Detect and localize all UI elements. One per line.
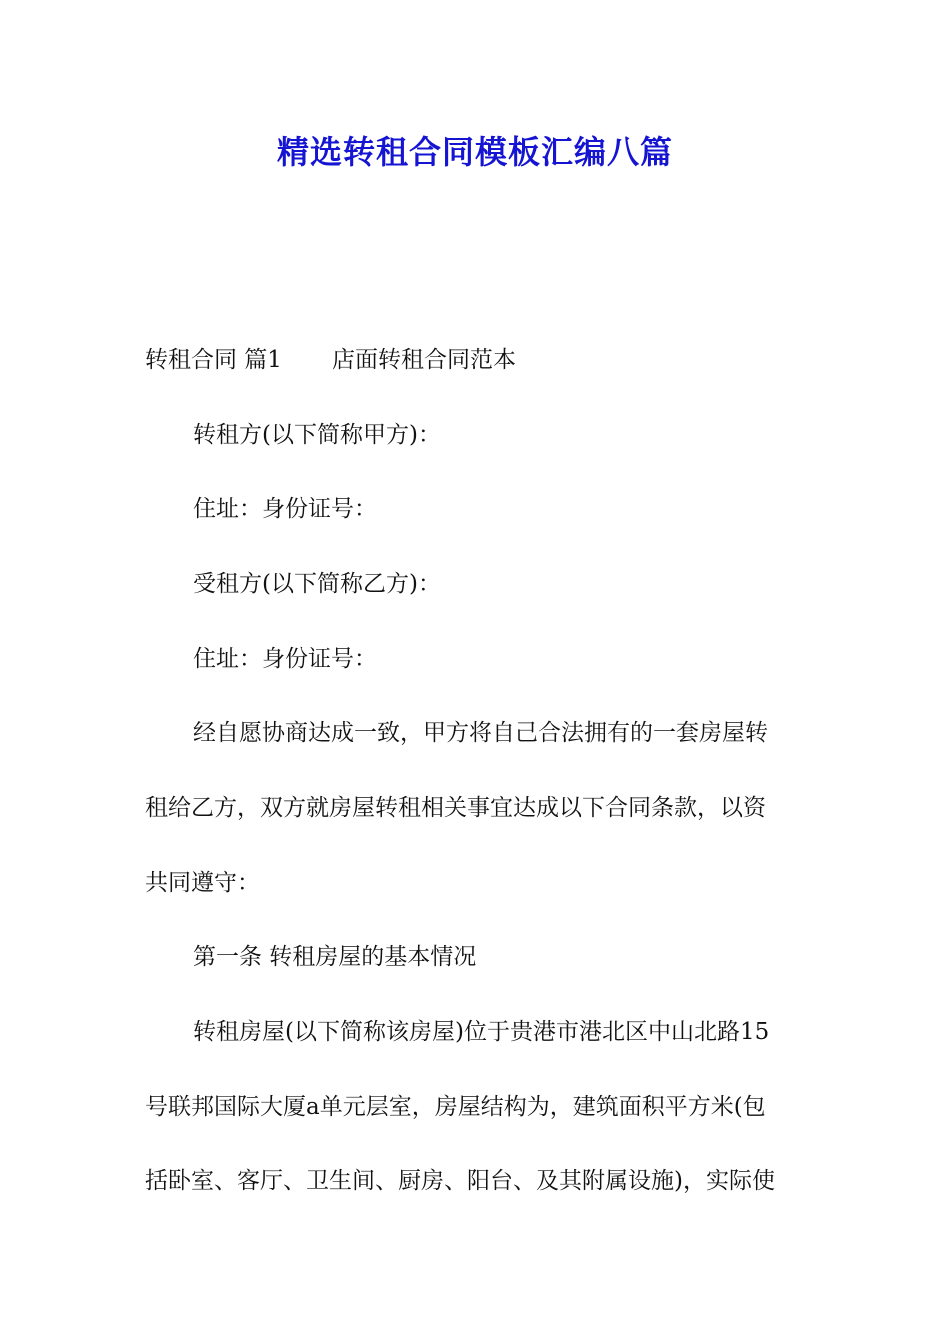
- paragraph-line: 括卧室、客厅、卫生间、厨房、阳台、及其附属设施)，实际使: [145, 1168, 775, 1194]
- document-title: 精选转租合同模板汇编八篇: [276, 133, 673, 171]
- section-heading-number: 转租合同 篇1: [145, 347, 282, 373]
- section-heading-title: 店面转租合同范本: [331, 347, 516, 373]
- section-heading: [145, 344, 815, 376]
- article-heading: 第一条 转租房屋的基本情况: [193, 944, 477, 970]
- paragraph-line: 受租方(以下简称乙方)：: [193, 571, 441, 597]
- paragraph-line: 住址：身份证号：: [193, 646, 377, 672]
- paragraph-line: 住址：身份证号：: [193, 496, 377, 522]
- paragraph-line: 经自愿协商达成一致，甲方将自己合法拥有的一套房屋转: [193, 720, 768, 746]
- paragraph-line: 共同遵守：: [145, 870, 260, 896]
- paragraph-line: 租给乙方，双方就房屋转租相关事宜达成以下合同条款，以资: [145, 795, 766, 821]
- paragraph-line: 转租房屋(以下简称该房屋)位于贵港市港北区中山北路15: [193, 1019, 770, 1045]
- paragraph-line: 转租方(以下简称甲方)：: [193, 422, 441, 448]
- paragraph-line: 号联邦国际大厦a单元层室，房屋结构为，建筑面积平方米(包: [145, 1094, 766, 1120]
